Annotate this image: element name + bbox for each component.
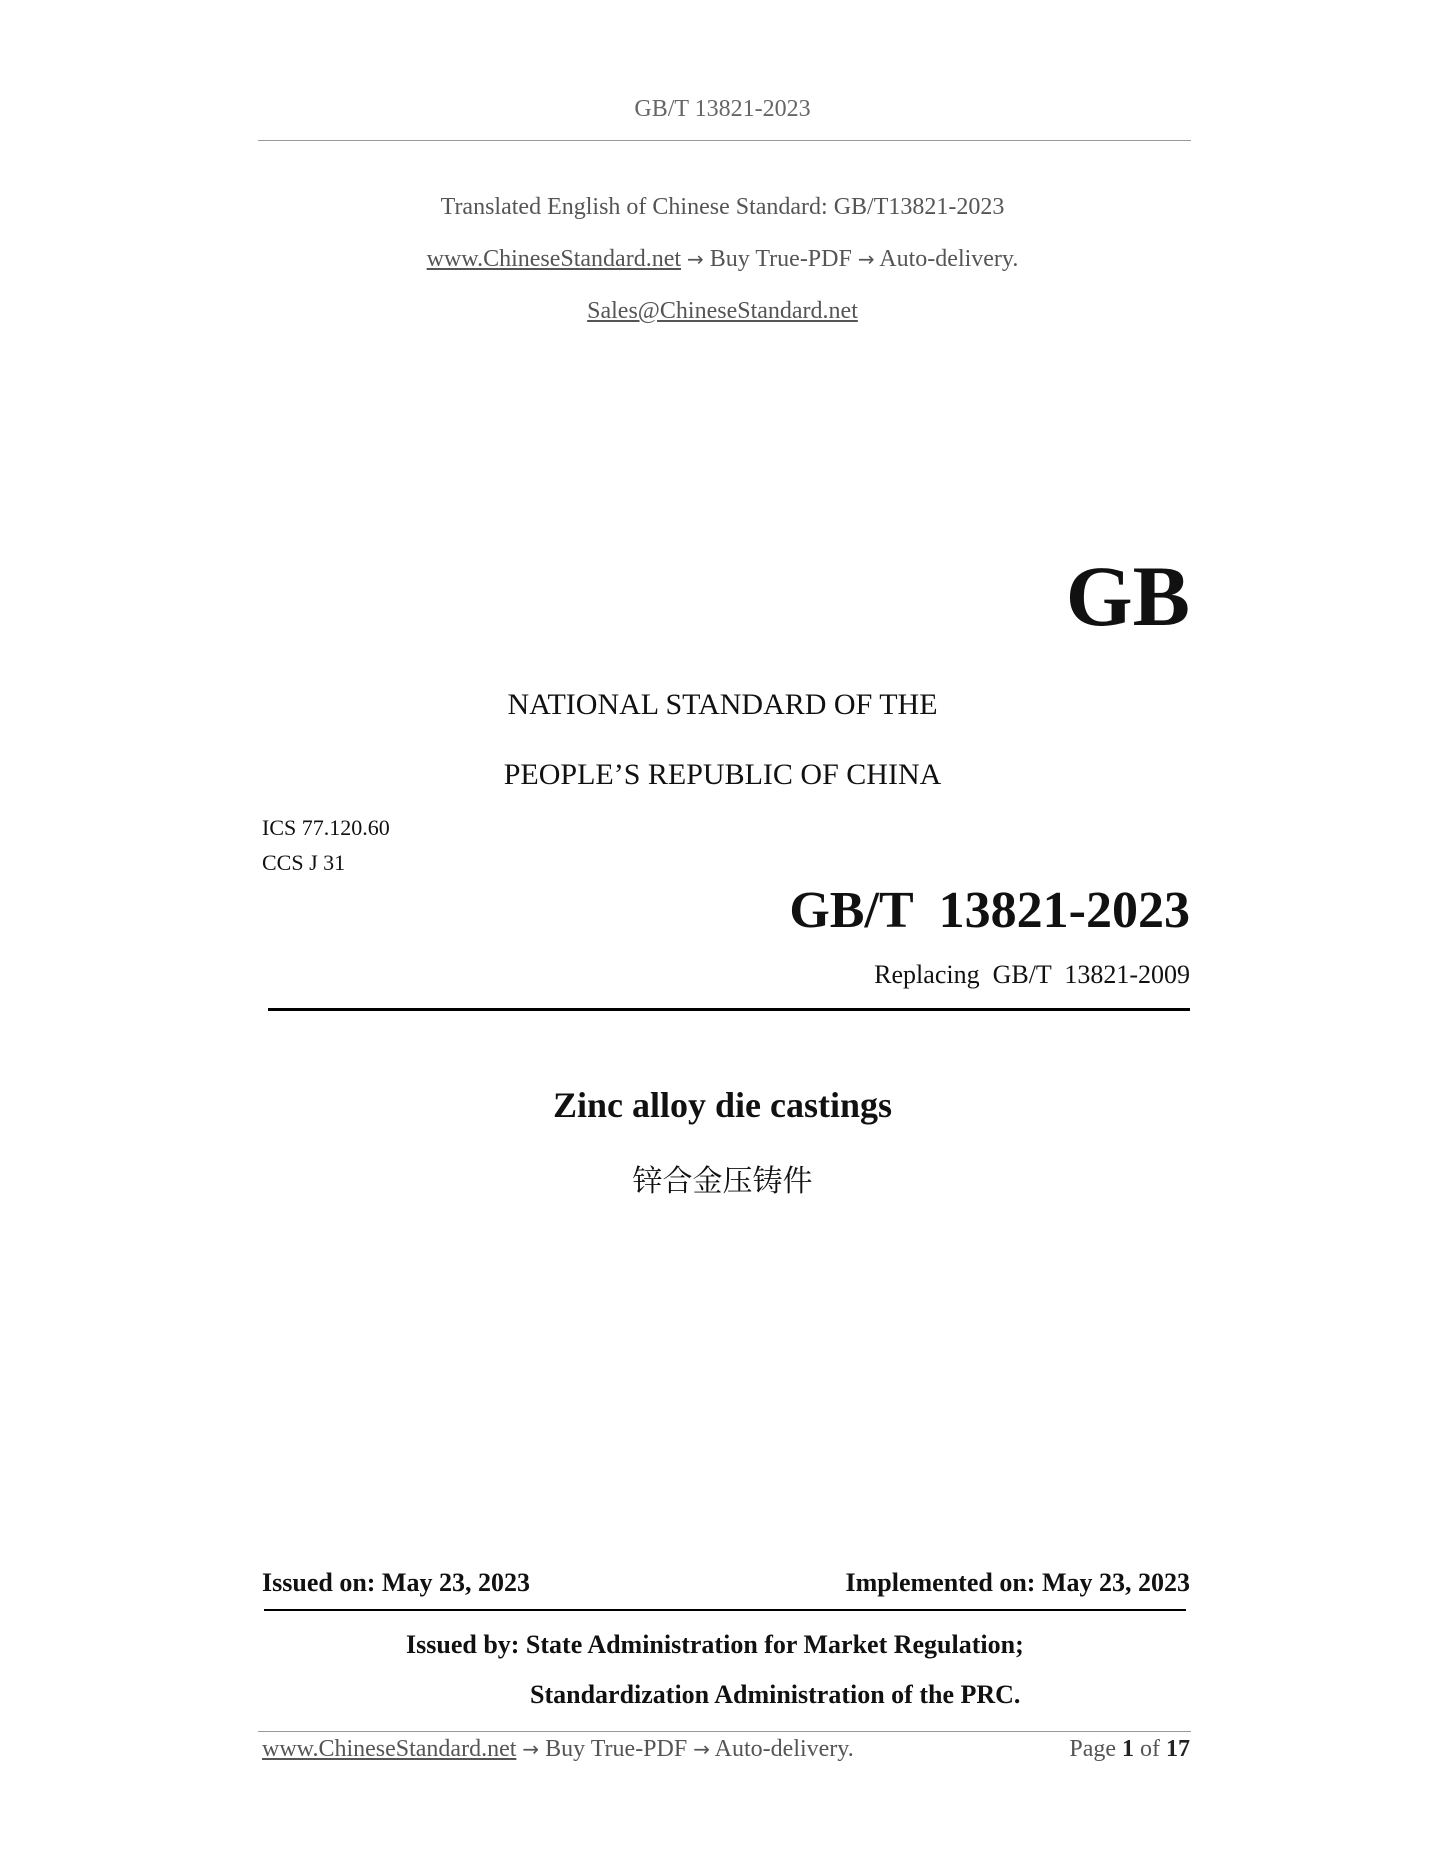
footer-buy-line — [262, 1736, 854, 1763]
translated-notice: Translated English of Chinese Standard: GB/T13821-2023 — [440, 194, 1005, 220]
national-standard-line-1: NATIONAL STANDARD OF THE — [507, 688, 938, 721]
dates-divider — [264, 1609, 1186, 1611]
page-indicator — [900, 1736, 1190, 1763]
page-word: Page — [1069, 1736, 1116, 1762]
ccs-code: CCS J 31 — [262, 850, 346, 875]
arrow-right-icon: → — [687, 247, 704, 271]
national-standard-line-2: PEOPLE’S REPUBLIC OF CHINA — [503, 758, 942, 791]
auto-delivery-text: Auto-delivery. — [879, 246, 1019, 272]
issued-by-line-1: Issued by: State Administration for Market Regulation; — [406, 1630, 1024, 1659]
buy-line — [0, 246, 1445, 273]
document-title-cn: 锌合金压铸件 — [632, 1164, 813, 1199]
footer-divider — [258, 1731, 1191, 1732]
implemented-on-date: Implemented on: May 23, 2023 — [845, 1568, 1190, 1597]
site-link[interactable]: www.ChineseStandard.net — [426, 246, 682, 272]
standard-number: GB/T 13821-2023 — [789, 882, 1190, 939]
sales-email-link[interactable]: Sales@ChineseStandard.net — [587, 298, 858, 324]
replacing-note: Replacing GB/T 13821-2009 — [874, 960, 1190, 989]
ics-code: ICS 77.120.60 — [262, 815, 390, 840]
footer-buy-text: Buy True-PDF — [545, 1736, 688, 1762]
page-number: 1 — [1122, 1736, 1134, 1762]
issued-by-line-2: Standardization Administration of the PRC. — [530, 1680, 1021, 1709]
title-divider — [268, 1008, 1190, 1011]
issued-on-date: Issued on: May 23, 2023 — [262, 1568, 530, 1597]
page-total: 17 — [1166, 1736, 1190, 1762]
header-divider — [258, 140, 1191, 141]
gb-mark: GB — [1065, 548, 1190, 644]
footer-delivery-text: Auto-delivery. — [714, 1736, 854, 1762]
running-header: GB/T 13821-2023 — [634, 96, 811, 122]
sales-line — [0, 298, 1445, 325]
document-title-en: Zinc alloy die castings — [552, 1085, 893, 1125]
arrow-right-icon: → — [693, 1737, 710, 1761]
buy-true-pdf-text: Buy True-PDF — [709, 246, 852, 272]
arrow-right-icon: → — [522, 1737, 540, 1761]
footer-site-link[interactable]: www.ChineseStandard.net — [262, 1736, 517, 1762]
of-word: of — [1140, 1736, 1160, 1762]
arrow-right-icon: → — [857, 247, 875, 271]
